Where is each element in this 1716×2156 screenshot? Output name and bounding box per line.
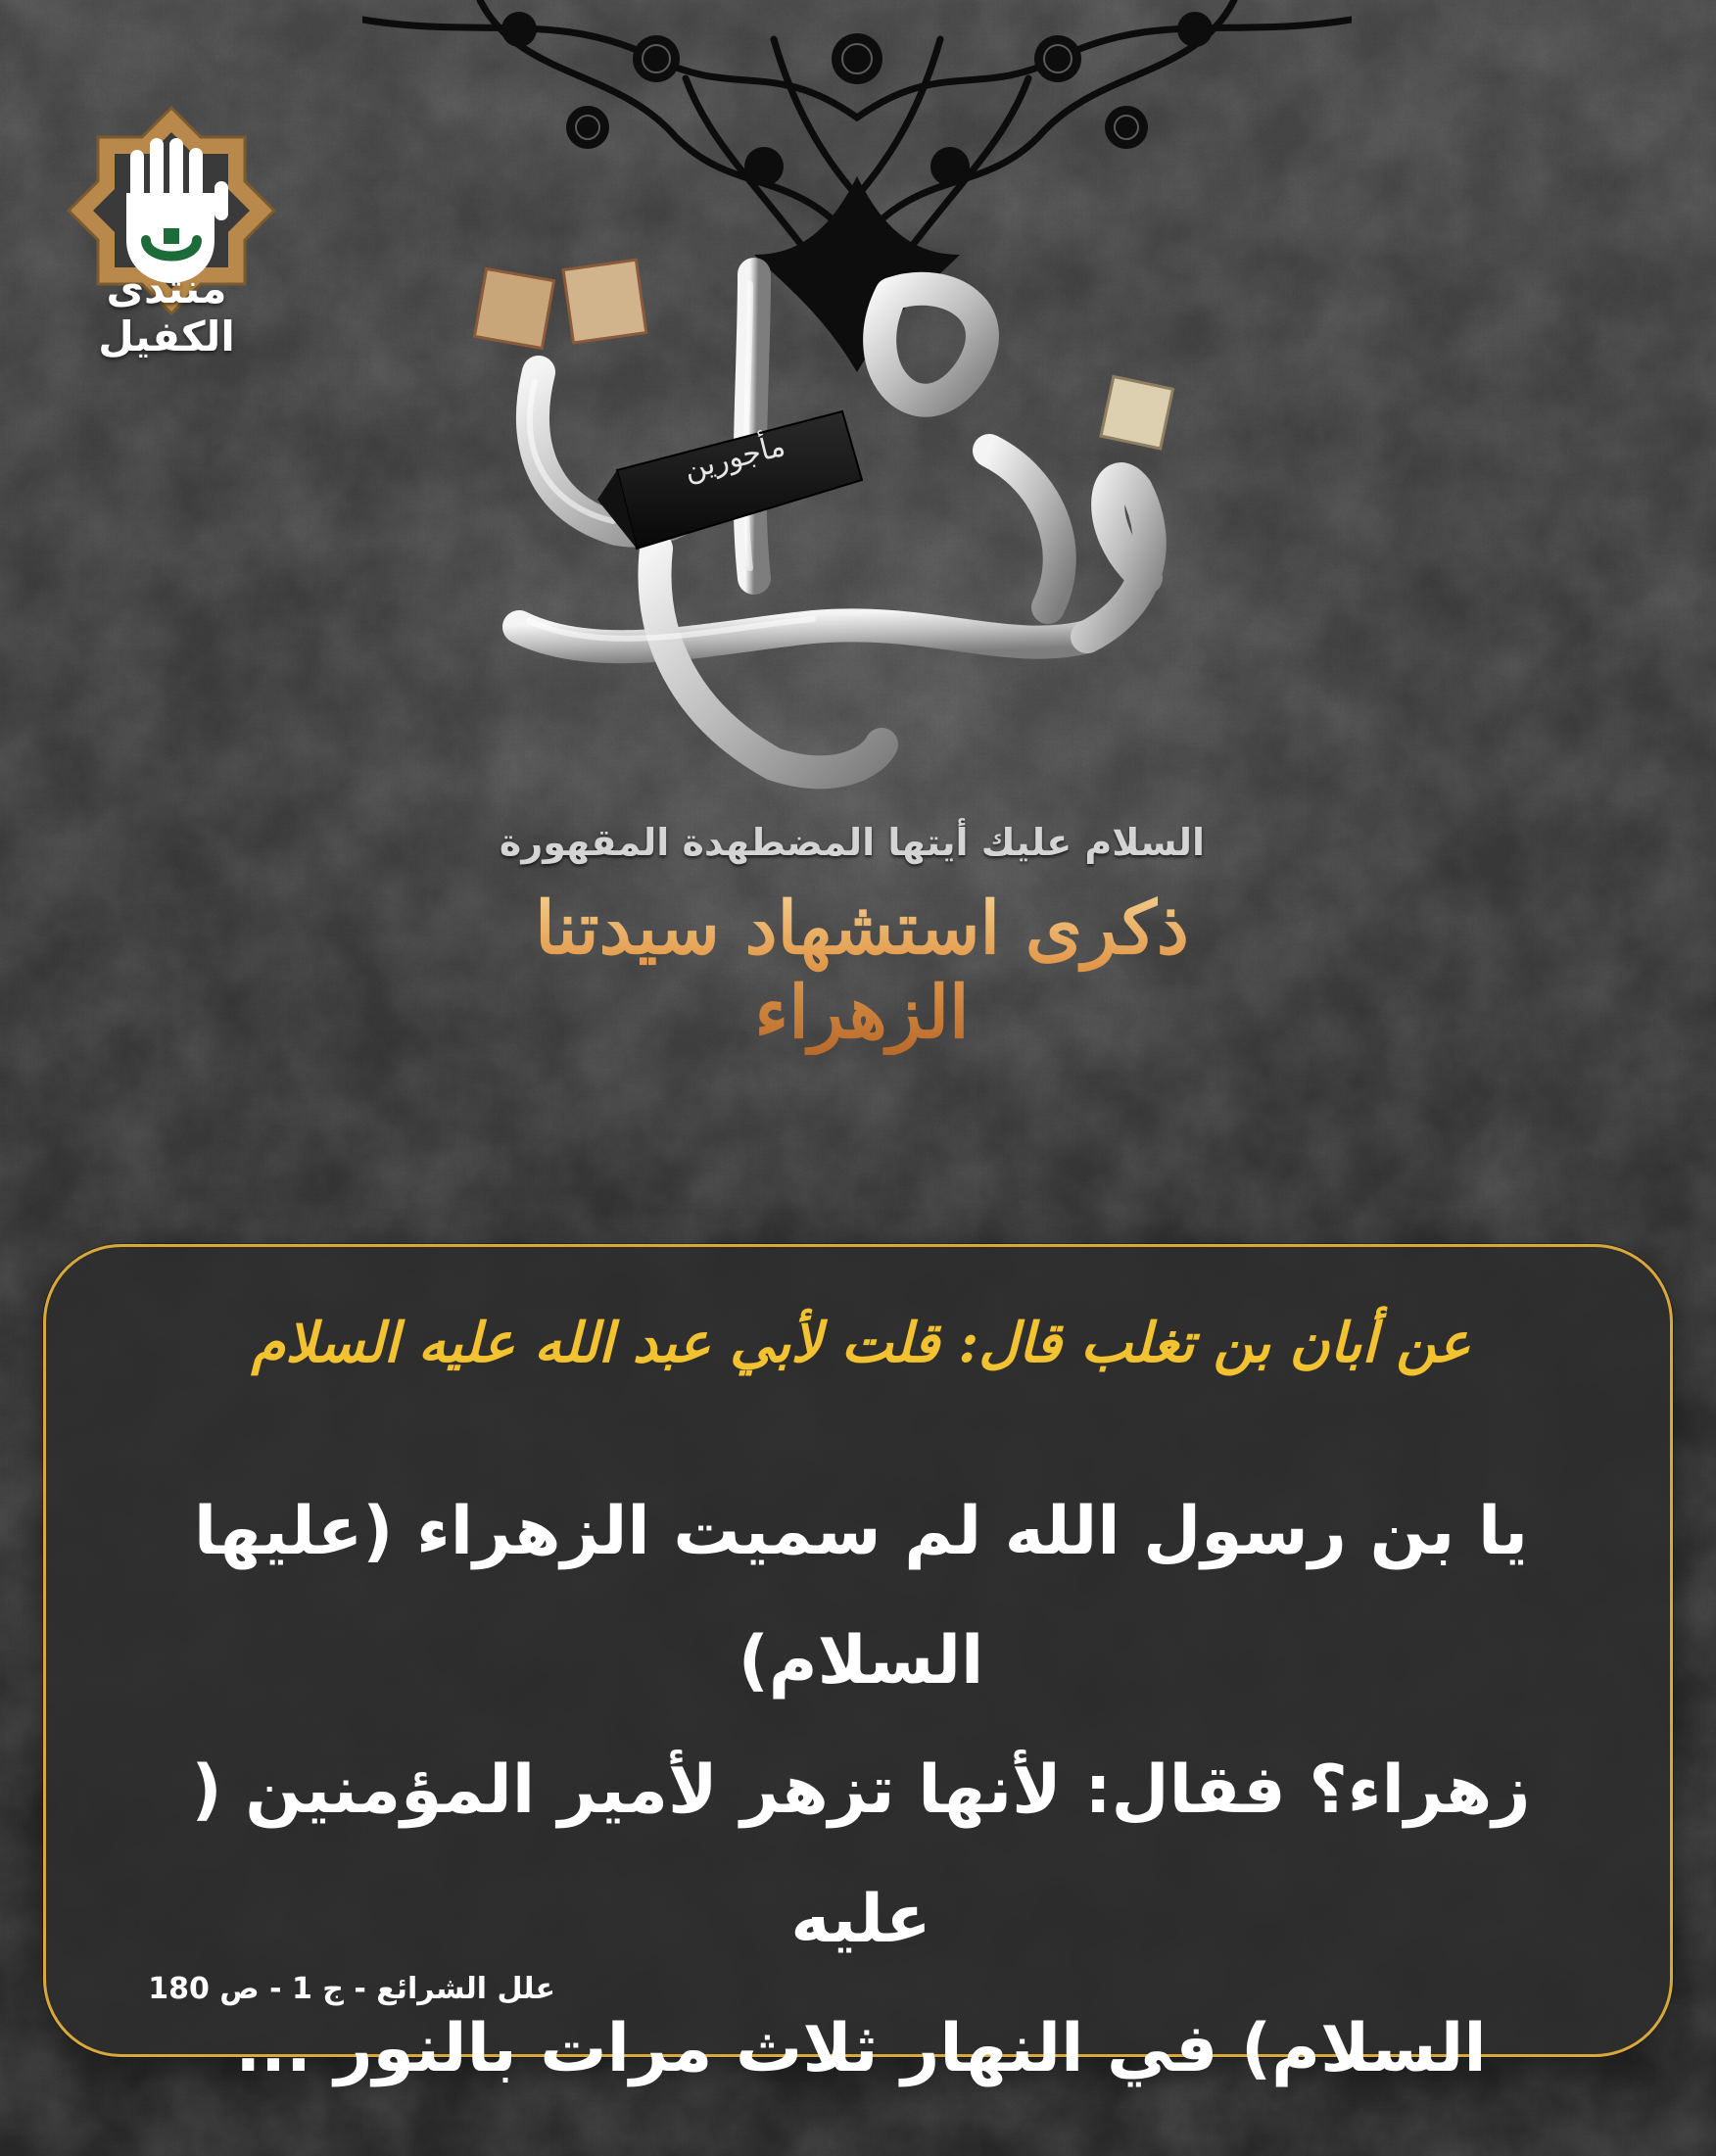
fatima-calligraphy [460, 255, 1205, 803]
quote-line: يا بن رسول الله لم سميت الزهراء (عليها السلام) [193, 1493, 1529, 1700]
narrator-line: عن أبان بن تغلب قال: قلت لأبي عبد الله عليه السلام [251, 1311, 1471, 1375]
mourning-band-text: مأجورين [680, 428, 789, 488]
quote-text [124, 1467, 1597, 2114]
quote-line: زهراء؟ فقال: لأنها تزهر لأمير المؤمنين ( عليه [191, 1751, 1531, 1958]
quote-line: السلام) في النهار ثلاث مرات بالنور ... [235, 2010, 1487, 2087]
quote-card [43, 1244, 1673, 2087]
salutation-text: السلام عليك أيتها المضطهدة المقهورة [499, 821, 1206, 864]
source-citation: علل الشرائع - ج 1 - ص 180 [148, 1972, 555, 2006]
occasion-title: ذكرى استشهاد سيدتنا الزهراء [460, 886, 1263, 1055]
logo-name: منتدى الكفيل [98, 264, 235, 360]
